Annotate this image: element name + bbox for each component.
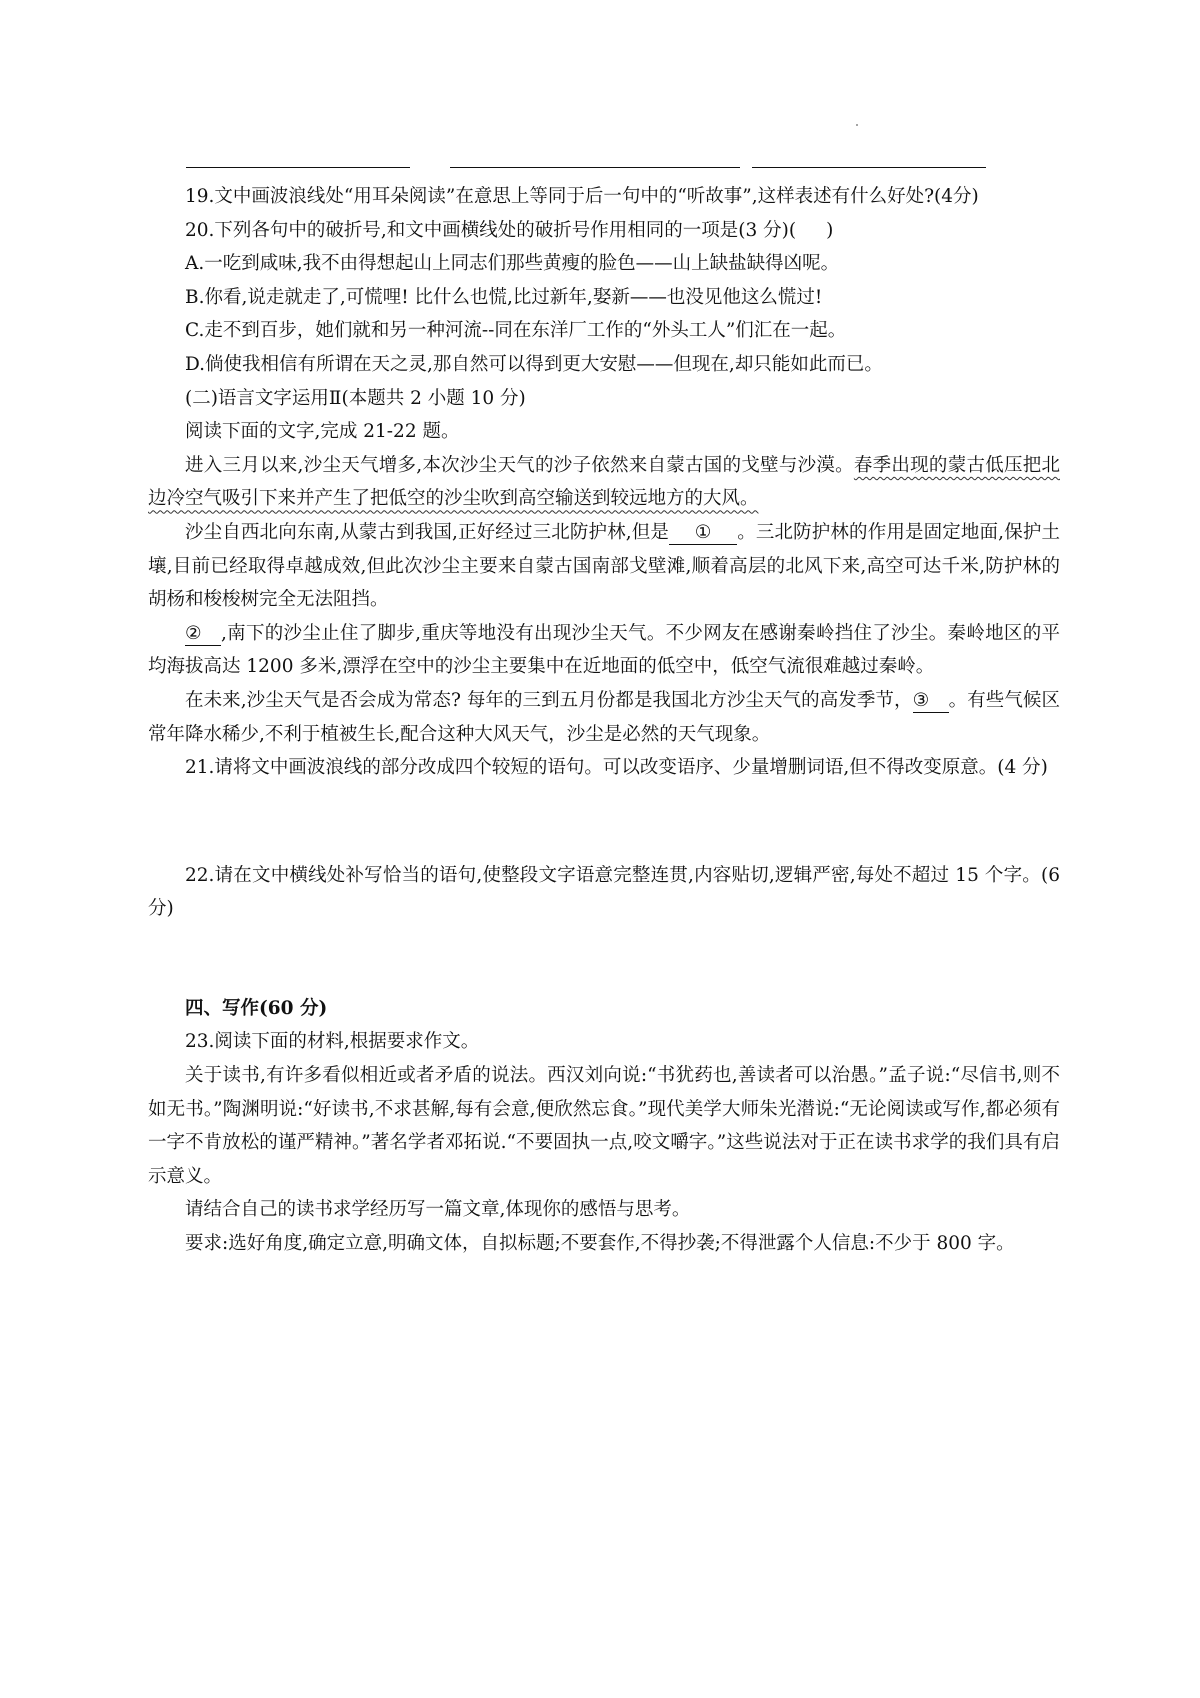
fill-blank-2[interactable]: ② <box>185 623 221 646</box>
question-21: 21.请将文中画波浪线的部分改成四个较短的语句。可以改变语序、少量增删词语,但不得改变原意。(4 分) <box>185 757 1048 779</box>
passage-paragraph-1 <box>148 449 1060 516</box>
writing-heading: 四、写作(60 分) <box>185 997 328 1019</box>
question-20-stem-text: 20.下列各句中的破折号,和文中画横线处的破折号作用相同的一项是(3 分)( <box>185 219 797 241</box>
passage-p4-text-after: 。有些气候区常年降水稀少,不利于植被生长,配合这种大风天气，沙尘是必然的天气现象。 <box>148 689 1060 745</box>
question-20-stem-close: ) <box>826 219 834 241</box>
page-mark-dot <box>856 124 858 126</box>
passage-p1-text: 进入三月以来,沙尘天气增多,本次沙尘天气的沙子依然来自蒙古国的戈壁与沙漠。 <box>185 454 854 476</box>
passage-p3-text: ,南下的沙尘止住了脚步,重庆等地没有出现沙尘天气。不少网友在感谢秦岭挡住了沙尘。秦岭地区的平均海拔高达 1200 多米,漂浮在空中的沙尘主要集中在近地面的低空中，低空气流很难越过秦岭。 <box>148 622 1060 678</box>
question-23: 23.阅读下面的材料,根据要求作文。 <box>185 1031 480 1053</box>
passage-paragraph-3 <box>148 617 1060 684</box>
question-19: 19.文中画波浪线处“用耳朵阅读”在意思上等同于后一句中的“听故事”,这样表述有什么好处?(4分) <box>185 186 979 207</box>
option-b: B.你看,说走就走了,可慌哩! 比什么也慌,比过新年,娶新——也没见他这么慌过! <box>185 286 823 308</box>
option-d: D.倘使我相信有所谓在天之灵,那自然可以得到更大安慰——但现在,却只能如此而已。 <box>185 353 883 375</box>
document-body <box>148 180 1060 1261</box>
option-c: C.走不到百步，她们就和另一种河流--同在东洋厂工作的“外头工人”们汇在一起。 <box>185 320 847 342</box>
writing-requirements: 要求:选好角度,确定立意,明确文体，自拟标题;不要套作,不得抄袭;不得泄露个人信息:不少于 800 字。 <box>185 1233 1015 1255</box>
answer-lines <box>0 150 1200 170</box>
fill-blank-1[interactable]: ① <box>669 522 737 545</box>
passage-p2-text-before: 沙尘自西北向东南,从蒙古到我国,正好经过三北防护林,但是 <box>185 521 670 543</box>
section-2-instruction: 阅读下面的文字,完成 21-22 题。 <box>185 421 460 443</box>
option-a: A.一吃到咸味,我不由得想起山上同志们那些黄瘦的脸色——山上缺盐缺得凶呢。 <box>185 253 840 275</box>
writing-prompt: 请结合自己的读书求学经历写一篇文章,体现你的感悟与思考。 <box>185 1199 691 1221</box>
section-2-heading: (二)语言文字运用Ⅱ(本题共 2 小题 10 分) <box>185 387 526 409</box>
passage-p2-text-after: 。三北防护林的作用是固定地面,保护土壤,目前已经取得卓越成效,但此次沙尘主要来自蒙古国南部戈壁滩,顺着高层的北风下来,高空可达千米,防护林的胡杨和梭梭树完全无法阻挡。 <box>148 521 1060 611</box>
passage-paragraph-2 <box>148 516 1060 617</box>
answer-line[interactable] <box>752 167 986 168</box>
question-22: 22.请在文中横线处补写恰当的语句,使整段文字语意完整连贯,内容贴切,逻辑严密,每处不超过 15 个字。(6 分) <box>148 864 1060 920</box>
passage-paragraph-4 <box>148 684 1060 751</box>
fill-blank-3[interactable]: ③ <box>913 690 949 713</box>
answer-line[interactable] <box>186 167 410 168</box>
question-20-stem <box>148 214 1060 248</box>
answer-space-21[interactable] <box>148 785 1060 859</box>
writing-material: 关于读书,有许多看似相近或者矛盾的说法。西汉刘向说:“书犹药也,善读者可以治愚。”孟子说:“尽信书,则不如无书。”陶渊明说:“好读书,不求甚解,每有会意,便欣然忘食。”现代美学大师朱光潜说:“无论阅读或写作,都必须有一字不肯放松的谨严精神。”著名学者邓拓说.“不要固执一点,咬文嚼字。”这些说法对于正在读书求学的我们具有启示意义。 <box>148 1065 1060 1187</box>
answer-line[interactable] <box>450 167 740 168</box>
answer-space-22[interactable] <box>148 926 1060 992</box>
wavy-underlined-sentence: 春季出现的蒙古低压把北边冷空气吸引下来并产生了把低空的沙尘吹到高空输送到较远地方的大风。 <box>148 454 1060 510</box>
passage-p4-text-before: 在未来,沙尘天气是否会成为常态? 每年的三到五月份都是我国北方沙尘天气的高发季节， <box>185 689 913 711</box>
